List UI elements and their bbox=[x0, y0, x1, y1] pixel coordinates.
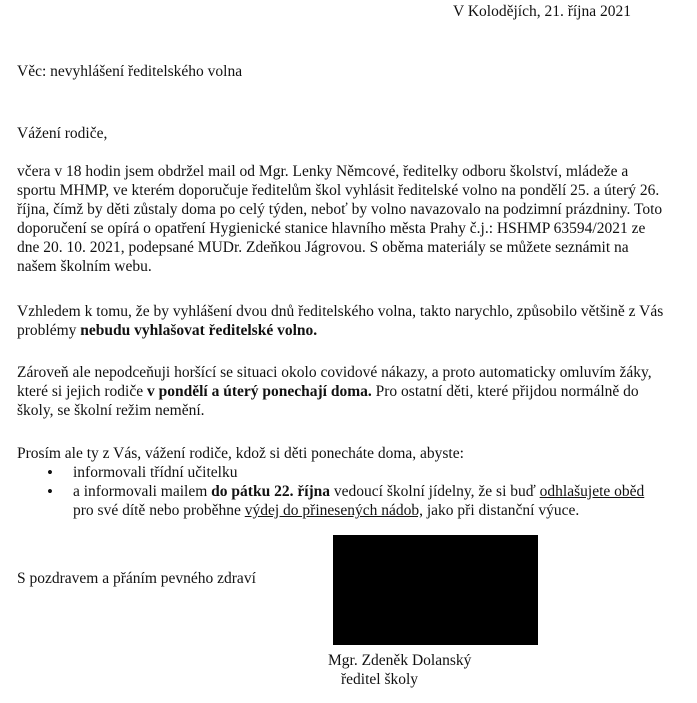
bullet-2-part2: vedoucí školní jídelny, že si buď bbox=[330, 483, 540, 500]
paragraph-2 bbox=[17, 302, 667, 340]
signature-name: Mgr. Zdeněk Dolanský bbox=[328, 652, 472, 669]
greeting: Vážení rodiče, bbox=[17, 125, 108, 142]
bullet-2-part4: jako při distanční výuce. bbox=[422, 502, 580, 519]
bullet-2-bold: do pátku 22. října bbox=[211, 483, 331, 500]
paragraph-2-bold: nebudu vyhlašovat ředitelské volno. bbox=[80, 322, 318, 339]
bullet-2-underlined-1: odhlašujete oběd bbox=[539, 483, 645, 500]
bullet-2-part1: a informovali mailem bbox=[73, 483, 212, 500]
signature-role: ředitel školy bbox=[341, 671, 419, 688]
paragraph-3-text: Zároveň ale nepodceňuji horšící se situaci okolo covidové nákazy, a proto automaticky omluvím žáky, které si jejich rodiče bbox=[17, 364, 652, 400]
subject-line: Věc: nevyhlášení ředitelského volna bbox=[17, 63, 243, 80]
closing-line: S pozdravem a přáním pevného zdraví bbox=[17, 570, 256, 587]
paragraph-3 bbox=[17, 363, 667, 420]
paragraph-4: Prosím ale ty z Vás, vážení rodiče, kdož si děti ponecháte doma, abyste: bbox=[17, 445, 464, 462]
bullet-2-part3: pro své dítě nebo proběhne bbox=[73, 502, 245, 519]
date-line: V Kolodějích, 21. října 2021 bbox=[453, 3, 631, 20]
paragraph-3-bold: v pondělí a úterý ponechají doma. bbox=[146, 383, 372, 400]
bullet-list bbox=[17, 463, 667, 520]
bullet-2-underlined-2: výdej do přinesených nádob, bbox=[244, 502, 423, 519]
bullet-item-2 bbox=[17, 482, 667, 520]
paragraph-2-text: Vzhledem k tomu, že by vyhlášení dvou dnů ředitelského volna, takto narychlo, způsobilo většině z Vás problémy bbox=[17, 303, 664, 339]
paragraph-3-text-after: Pro ostatní děti, které přijdou normálně do školy, se školní režim nemění. bbox=[17, 383, 639, 419]
redacted-signature-block bbox=[333, 535, 538, 645]
bullet-item-1: • informovali třídní učitelku bbox=[17, 463, 667, 482]
paragraph-1: včera v 18 hodin jsem obdržel mail od Mgr. Lenky Němcové, ředitelky odboru školství, mládeže a sportu MHMP, ve kterém doporučuje ředitelům škol vyhlásit ředitelské volno na pondělí 25. a úterý 26. října, čímž by děti zůstaly doma po celý týden, neboť by volno navazovalo na podzimní prázdniny. Toto doporučení se opírá o opatření Hygienické stanice hlavního města Prahy č.j.: HSHMP 63594/2021 ze dne 20. 10. 2021, podepsané MUDr. Zdeňkou Jágrovou. S oběma materiály se můžete seznámit na našem školním webu. bbox=[17, 163, 663, 275]
